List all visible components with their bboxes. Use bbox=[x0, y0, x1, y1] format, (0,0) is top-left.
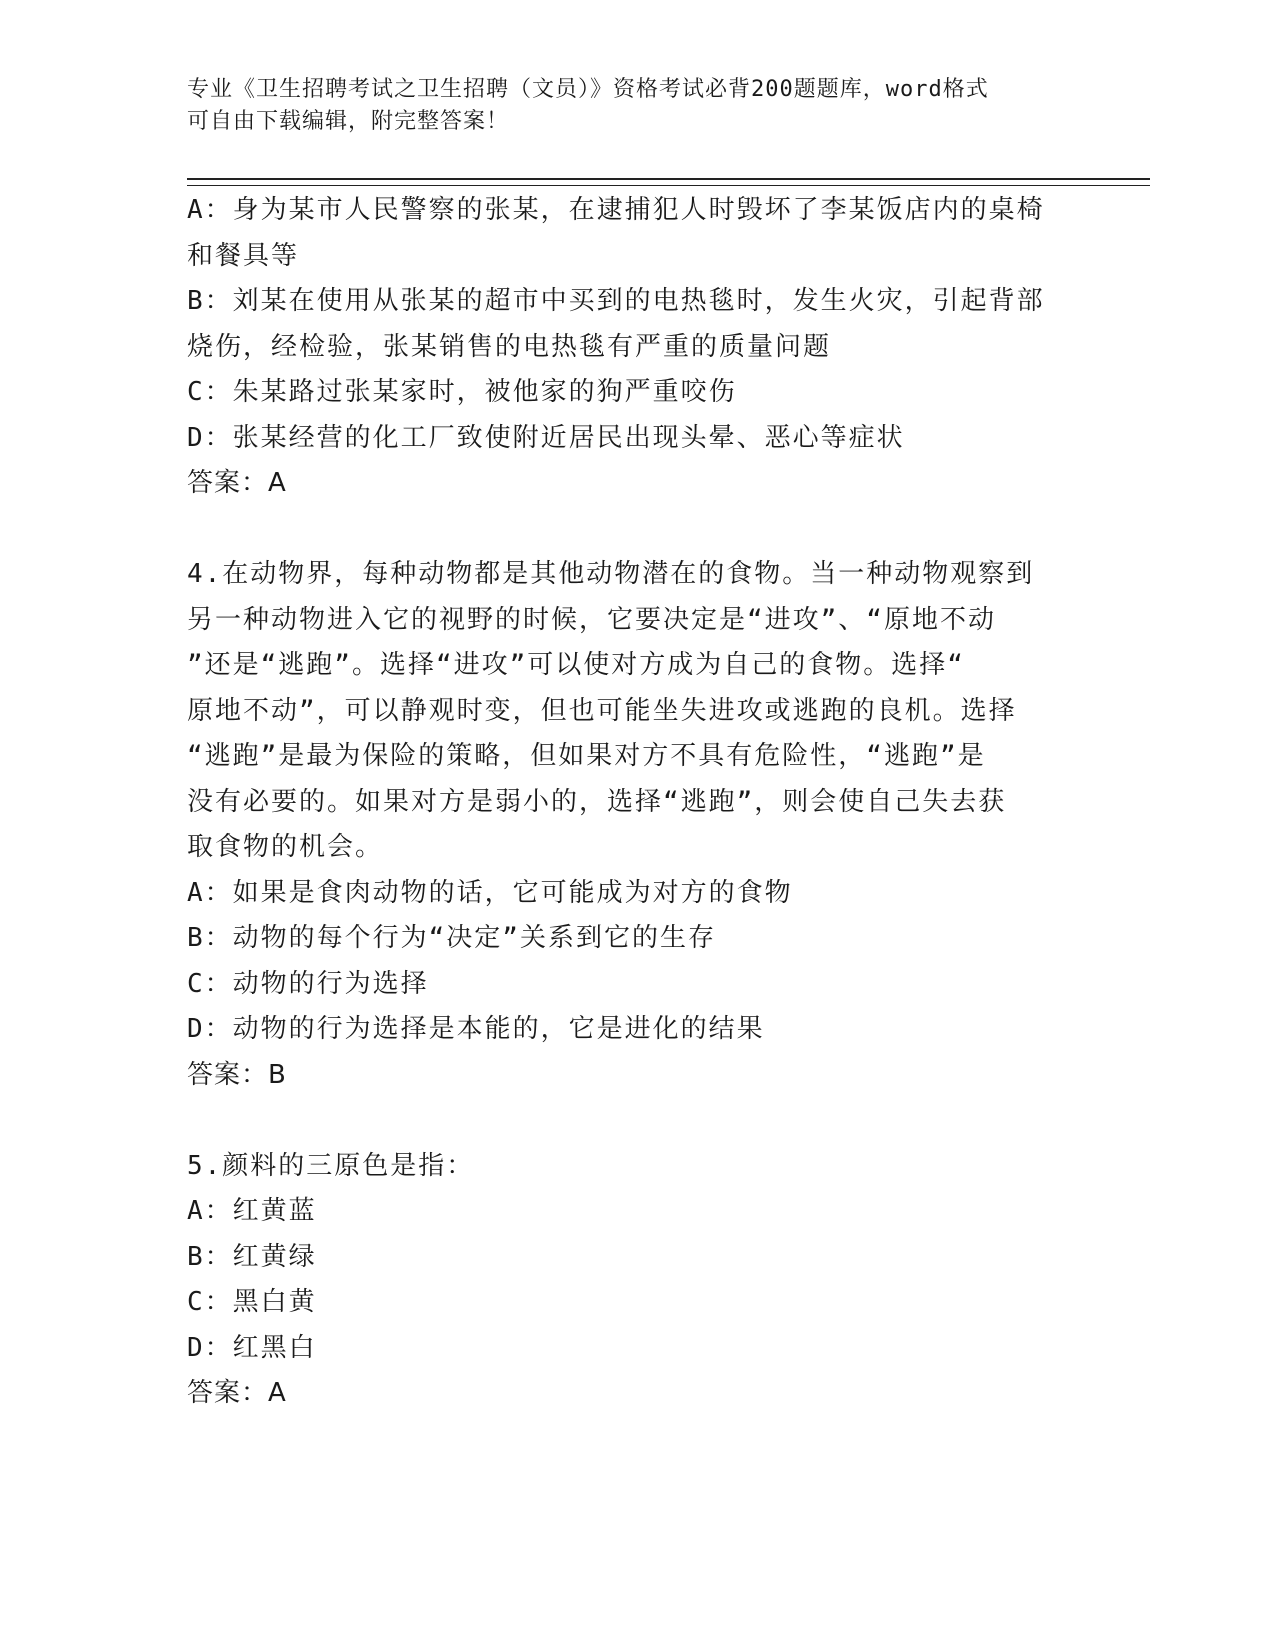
q5-option-d: D：红黑白 bbox=[187, 1332, 317, 1363]
document-header bbox=[187, 74, 1067, 138]
q5-option-c: C：黑白黄 bbox=[187, 1287, 317, 1317]
q4-option-b: B：动物的每个行为“决定”关系到它的生存 bbox=[187, 923, 716, 953]
q5-option-b: B：红黄绿 bbox=[187, 1241, 317, 1272]
q3-option-a-line-2: 和餐具等 bbox=[187, 240, 300, 271]
q4-answer: 答案：B bbox=[187, 1059, 287, 1090]
header-divider bbox=[187, 178, 1150, 186]
q4-option-c: C：动物的行为选择 bbox=[187, 968, 429, 999]
q4-text-line-7: 取食物的机会。 bbox=[187, 832, 384, 862]
question-5 bbox=[187, 1144, 1087, 1417]
spacer bbox=[187, 507, 1087, 553]
q4-text-line-6: 没有必要的。如果对方是弱小的，选择“逃跑”，则会使自己失去获 bbox=[187, 786, 1007, 817]
question-4 bbox=[187, 552, 1087, 1098]
q3-option-d: D：张某经营的化工厂致使附近居民出现头晕、恶心等症状 bbox=[187, 422, 905, 453]
q4-option-d: D：动物的行为选择是本能的，它是进化的结果 bbox=[187, 1014, 765, 1044]
question-3 bbox=[187, 188, 1087, 507]
q4-text-line-1: 4.在动物界，每种动物都是其他动物潜在的食物。当一种动物观察到 bbox=[187, 559, 1035, 589]
header-line-1: 专业《卫生招聘考试之卫生招聘（文员）》资格考试必背200题题库，word格式 bbox=[187, 77, 989, 102]
q5-text: 5.颜料的三原色是指： bbox=[187, 1150, 475, 1181]
q3-option-b-line-1: B：刘某在使用从张某的超市中买到的电热毯时，发生火灾，引起背部 bbox=[187, 286, 1045, 316]
q4-text-line-3: ”还是“逃跑”。选择“进攻”可以使对方成为自己的食物。选择“ bbox=[187, 650, 965, 680]
q3-answer: 答案：A bbox=[187, 468, 287, 498]
q5-answer: 答案：A bbox=[187, 1378, 287, 1408]
q3-option-c: C：朱某路过张某家时，被他家的狗严重咬伤 bbox=[187, 377, 737, 407]
header-line-2: 可自由下载编辑，附完整答案！ bbox=[187, 109, 510, 134]
q4-option-a: A：如果是食肉动物的话，它可能成为对方的食物 bbox=[187, 877, 793, 908]
q3-option-a-line-1: A：身为某市人民警察的张某，在逮捕犯人时毁坏了李某饭店内的桌椅 bbox=[187, 195, 1045, 225]
document-body bbox=[187, 188, 1087, 1417]
q4-text-line-2: 另一种动物进入它的视野的时候，它要决定是“进攻”、“原地不动 bbox=[187, 604, 996, 635]
spacer bbox=[187, 1098, 1087, 1144]
q4-text-line-5: “逃跑”是最为保险的策略，但如果对方不具有危险性，“逃跑”是 bbox=[187, 741, 986, 771]
q5-option-a: A：红黄蓝 bbox=[187, 1196, 317, 1226]
q4-text-line-4: 原地不动”，可以静观时变，但也可能坐失进攻或逃跑的良机。选择 bbox=[187, 695, 1017, 726]
q3-option-b-line-2: 烧伤，经检验，张某销售的电热毯有严重的质量问题 bbox=[187, 331, 832, 362]
